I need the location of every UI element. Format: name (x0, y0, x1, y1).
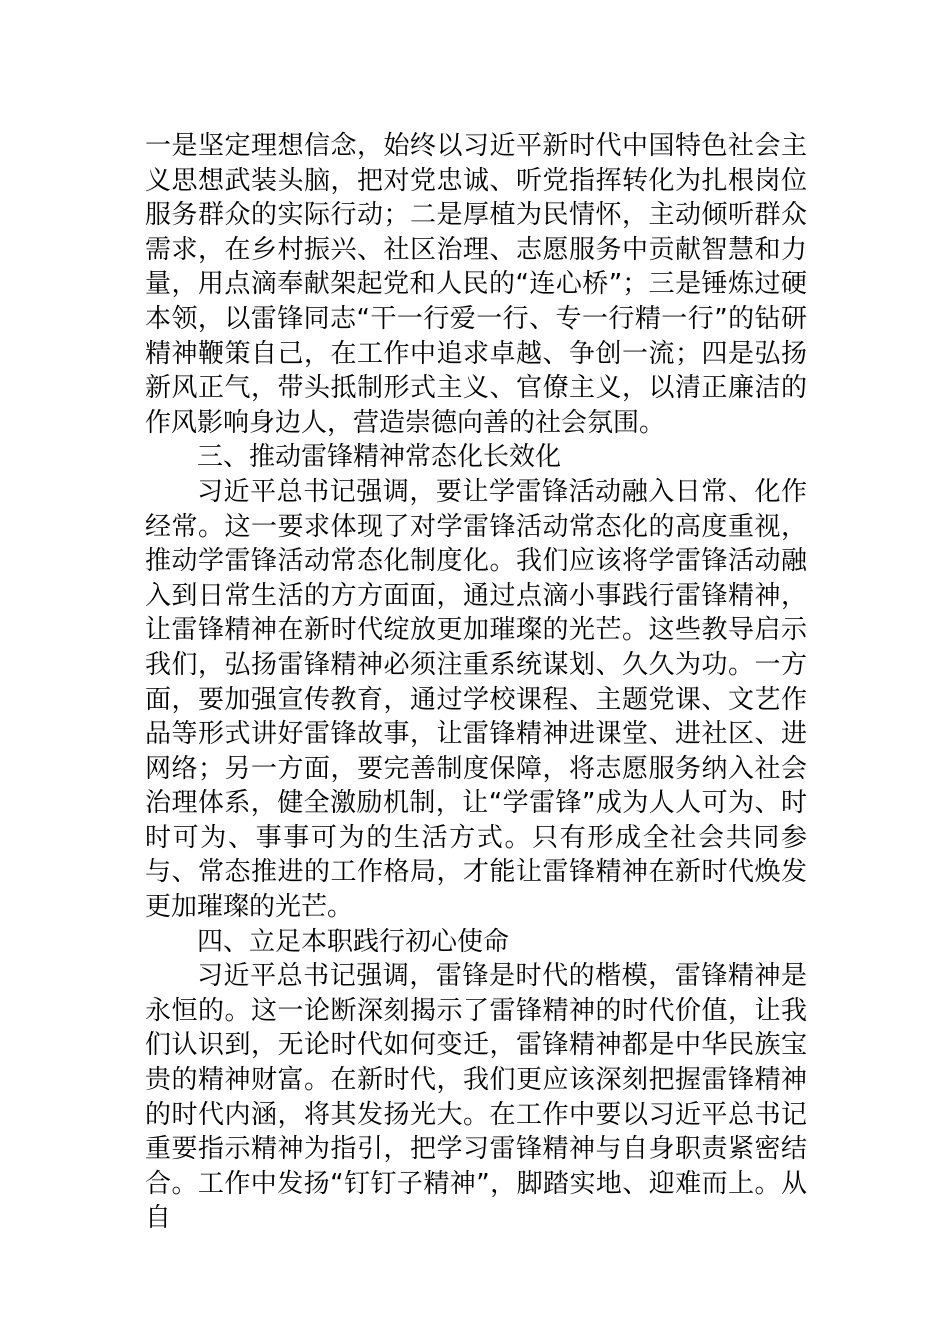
paragraph-section-3: 习近平总书记强调，要让学雷锋活动融入日常、化作经常。这一要求体现了对学雷锋活动常态化的高度重视，推动学雷锋活动常态化制度化。我们应该将学雷锋活动融入到日常生活的方方面面，通过点滴小事践行雷锋精神，让雷锋精神在新时代绽放更加璀璨的光芒。这些教导启示我们，弘扬雷锋精神必须注重系统谋划、久久为功。一方面，要加强宣传教育，通过学校课程、主题党课、文艺作品等形式讲好雷锋故事，让雷锋精神进课堂、进社区、进网络；另一方面，要完善制度保障，将志愿服务纳入社会治理体系，健全激励机制，让“学雷锋”成为人人可为、时时可为、事事可为的生活方式。只有形成全社会共同参与、常态推进的工作格局，才能让雷锋精神在新时代焕发更加璀璨的光芒。 (145, 476, 807, 923)
document-body (145, 129, 807, 1236)
section-heading-3: 三、推动雷锋精神常态化长效化 (197, 442, 562, 473)
paragraph-four-points: 一是坚定理想信念，始终以习近平新时代中国特色社会主义思想武装头脑，把对党忠诚、听党指挥转化为扎根岗位服务群众的实际行动；二是厚植为民情怀，主动倾听群众需求，在乡村振兴、社区治理、志愿服务中贡献智慧和力量，用点滴奉献架起党和人民的“连心桥”；三是锤炼过硬本领，以雷锋同志“干一行爱一行、专一行精一行”的钻研精神鞭策自己，在工作中追求卓越、争创一流；四是弘扬新风正气，带头抵制形式主义、官僚主义，以清正廉洁的作风影响身边人，营造崇德向善的社会氛围。 (145, 131, 807, 438)
section-heading-4: 四、立足本职践行初心使命 (197, 926, 510, 957)
paragraph-section-4: 习近平总书记强调，雷锋是时代的楷模，雷锋精神是永恒的。这一论断深刻揭示了雷锋精神的时代价值，让我们认识到，无论时代如何变迁，雷锋精神都是中华民族宝贵的精神财富。在新时代，我们更应该深刻把握雷锋精神的时代内涵，将其发扬光大。在工作中要以习近平总书记重要指示精神为指引，把学习雷锋精神与自身职责紧密结合。工作中发扬“钉钉子精神”，脚踏实地、迎难而上。从自 (145, 961, 807, 1234)
